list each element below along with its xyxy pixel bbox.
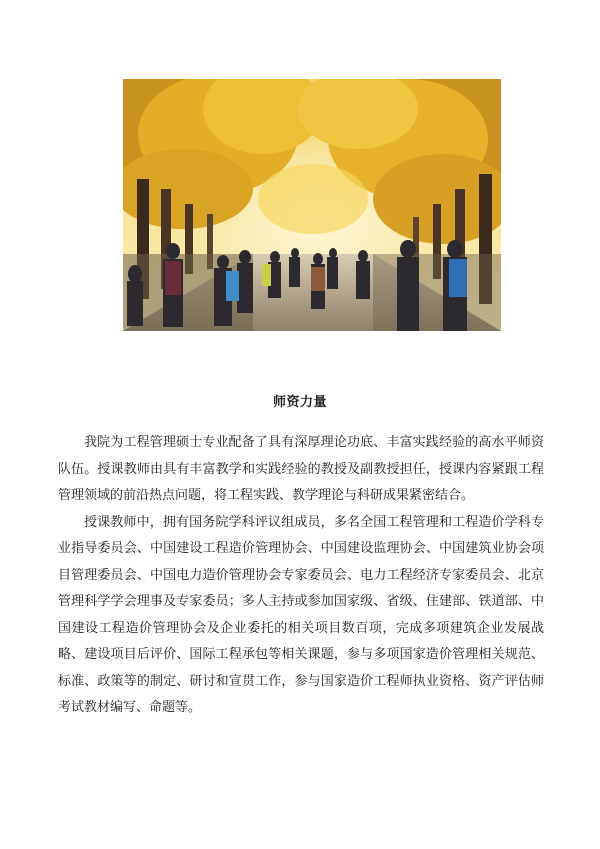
campus-ginkgo-avenue-photo [123, 79, 501, 331]
section-title: 师资力量 [272, 395, 327, 410]
paragraph-faculty-roles: 授课教师中，拥有国务院学科评议组成员，多名全国工程管理和工程造价学科专业指导委员会、中国建设工程造价管理协会、中国建设监理协会、中国建筑业协会项目管理委员会、中国电力造价管理协会专家委员会、电力工程经济专家委员会、北京管理科学学会理事及专家委员；多人主持或参加国家级、省级、住建部、铁道部、中国建设工程造价管理协会及企业委托的相关项目数百项，完成多项建筑企业发展战略、建设项目后评价、国际工程承包等相关课题，参与多项国家造价管理相关规范、标准、政策等的制定、研讨和宣贯工作，参与国家造价工程师执业资格、资产评估师考试教材编写、命题等。 [58, 514, 544, 715]
body-text [58, 430, 544, 722]
campus-photo [123, 79, 501, 331]
paragraph-intro: 我院为工程管理硕士专业配备了具有深厚理论功底、丰富实践经验的高水平师资队伍。授课教师由具有丰富教学和实践经验的教授及副教授担任，授课内容紧跟工程管理领域的前沿热点问题，将工程实践、教学理论与科研成果紧密结合。 [58, 435, 544, 503]
